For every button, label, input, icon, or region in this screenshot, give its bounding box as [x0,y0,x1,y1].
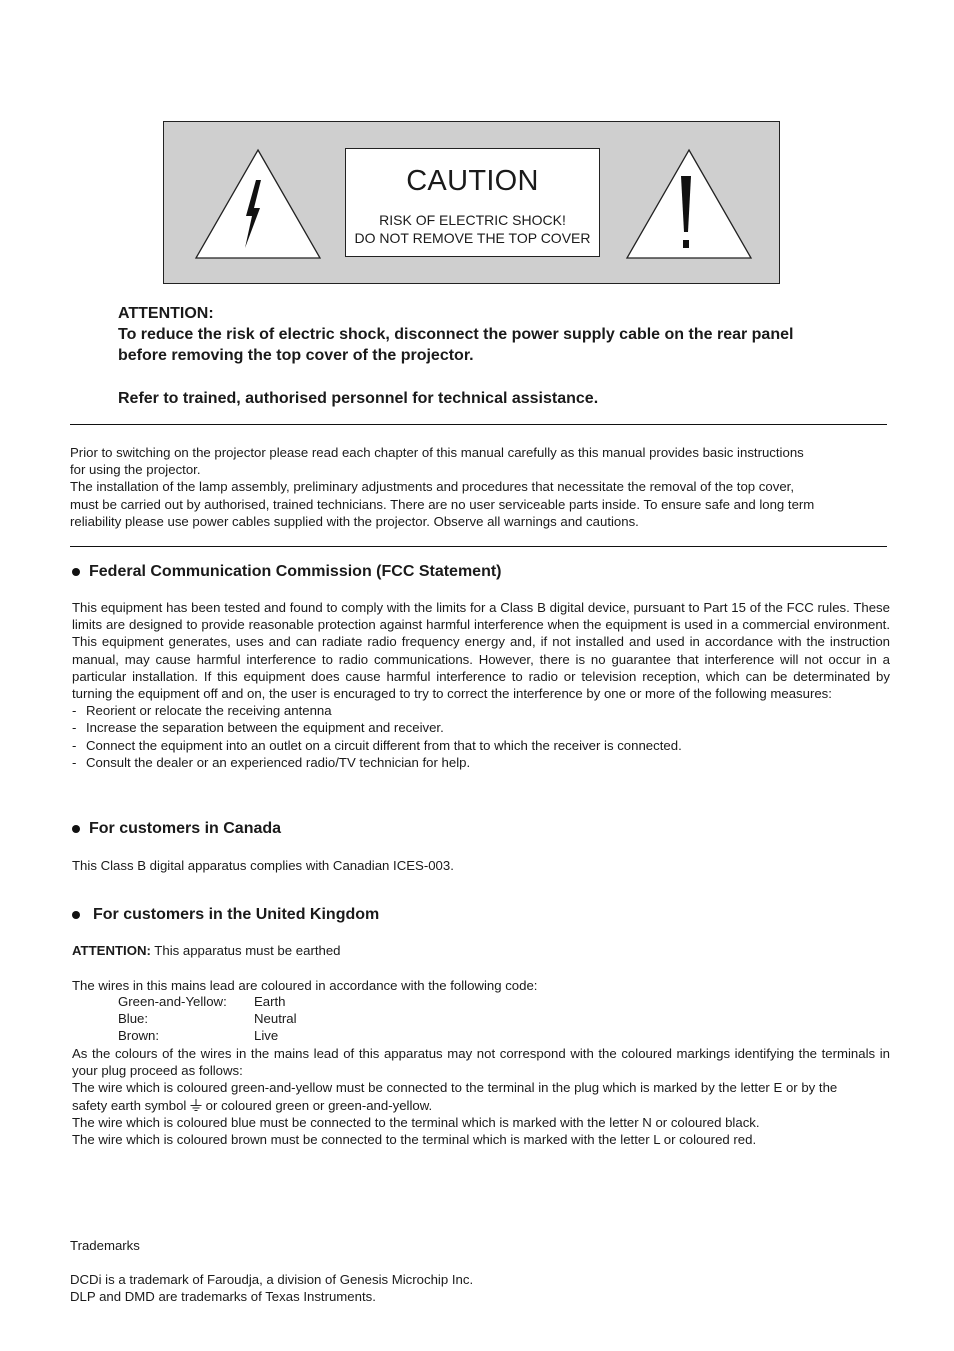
uk-heading-text: For customers in the United Kingdom [93,906,380,923]
wire-meaning: Earth [254,994,286,1009]
caution-panel [345,148,600,257]
uk-heading [72,906,379,924]
list-item-text: Increase the separation between the equipment and receiver. [86,720,444,736]
wire-colour: Brown: [118,1028,160,1043]
wire-row [118,994,286,1009]
uk-instructions [72,1045,890,1148]
bullet-icon [72,911,80,919]
list-item-text: Connect the equipment into an outlet on a circuit different from that to which the receiver is connected. [86,737,682,753]
divider [70,546,887,547]
uk-brown-rule: The wire which is coloured brown must be connected to the terminal which is marked with the letter L or coloured red. [72,1132,757,1148]
wire-row [118,1011,297,1026]
fcc-paragraph: This equipment has been tested and found to comply with the limits for a Class B digital device, pursuant to Part 15 of the FCC rules. These limits are designed to provide reasonable protection against harmful interference when the equipment is used in a commercial environment. This equipment generates, uses and can radiate radio frequency energy and, if not installed and used in accordance with the instruction manual, may cause harmful interference to radio communications. However, there is no guarantee that interference will not occur in a particular installation. If this equipment does cause harmful interference to radio or television reception, which can be determinated by turning the equipment off and on, the user is encuraged to try to correct the interference by one or more of the following measures: [72,600,890,702]
list-item-text: Reorient or relocate the receiving antenna [86,703,332,719]
bullet-icon [72,568,80,576]
uk-code-intro: The wires in this mains lead are coloured in accordance with the following code: [72,978,538,993]
exclamation-warning-icon [625,148,753,260]
trademark-line: DLP and DMD are trademarks of Texas Instruments. [70,1289,376,1304]
caution-line-2: DO NOT REMOVE THE TOP COVER [354,230,591,246]
list-item-text: Consult the dealer or an experienced radio/TV technician for help. [86,754,471,770]
attention-line-1: To reduce the risk of electric shock, disconnect the power supply cable on the rear panel [118,326,794,343]
attention-line-3: Refer to trained, authorised personnel for technical assistance. [118,390,599,407]
caution-title: CAUTION [406,165,539,197]
uk-green-yellow-rule-b [72,1097,890,1114]
intro-paragraph [70,444,888,530]
attention-label: ATTENTION: [118,305,214,322]
list-item: - Consult the dealer or an experienced radio/TV technician for help. [72,754,471,770]
intro-line: The installation of the lamp assembly, preliminary adjustments and procedures that necessitate the removal of the top cover, [70,479,794,495]
canada-heading-text: For customers in Canada [89,820,282,837]
wire-row [118,1028,278,1043]
uk-green-yellow-text: or coloured green or green-and-yellow. [202,1097,433,1113]
uk-colours-note: As the colours of the wires in the mains lead of this apparatus may not correspond with the coloured markings identifying the terminals in your plug proceed as follows: [72,1046,890,1079]
uk-blue-rule: The wire which is coloured blue must be connected to the terminal which is marked with the letter N or coloured black. [72,1114,760,1130]
trademarks-heading: Trademarks [70,1238,140,1253]
wire-meaning: Live [254,1028,279,1043]
divider [70,424,887,425]
fcc-heading-text: Federal Communication Commission (FCC Statement) [89,563,502,580]
intro-line: for using the projector. [70,462,201,478]
bullet-icon [72,825,80,833]
caution-line-1: RISK OF ELECTRIC SHOCK! [379,212,566,228]
canada-text: This Class B digital apparatus complies with Canadian ICES-003. [72,858,454,873]
list-item: - Increase the separation between the equipment and receiver. [72,720,444,736]
wire-meaning: Neutral [254,1011,297,1026]
intro-line: Prior to switching on the projector please read each chapter of this manual carefully as this manual provides basic instructions [70,445,804,460]
list-item: - Reorient or relocate the receiving antenna [72,703,332,719]
uk-attention-text: This apparatus must be earthed [150,943,341,958]
wire-colour: Blue: [118,1011,149,1026]
list-item: - Connect the equipment into an outlet on a circuit different from that to which the receiver is connected. [72,737,682,753]
intro-line: reliability please use power cables supplied with the projector. Observe all warnings and cautions. [70,513,639,529]
attention-line-2: before removing the top cover of the projector. [118,347,474,364]
uk-green-yellow-text: safety earth symbol [72,1097,191,1113]
intro-line: must be carried out by authorised, trained technicians. There are no user serviceable parts inside. To ensure safe and long term [70,496,815,512]
earth-symbol-icon [190,1099,202,1112]
uk-attention-label: ATTENTION: [72,943,151,958]
uk-green-yellow-rule-a: The wire which is coloured green-and-yellow must be connected to the terminal in the plug which is marked by the letter E or by the [72,1080,838,1096]
canada-heading [72,820,281,838]
fcc-section [72,599,890,771]
electric-shock-warning-icon [194,148,322,260]
wire-colour: Green-and-Yellow: [118,994,227,1009]
fcc-heading [72,563,502,581]
trademark-line: DCDi is a trademark of Faroudja, a division of Genesis Microchip Inc. [70,1272,474,1287]
uk-attention [72,942,890,959]
